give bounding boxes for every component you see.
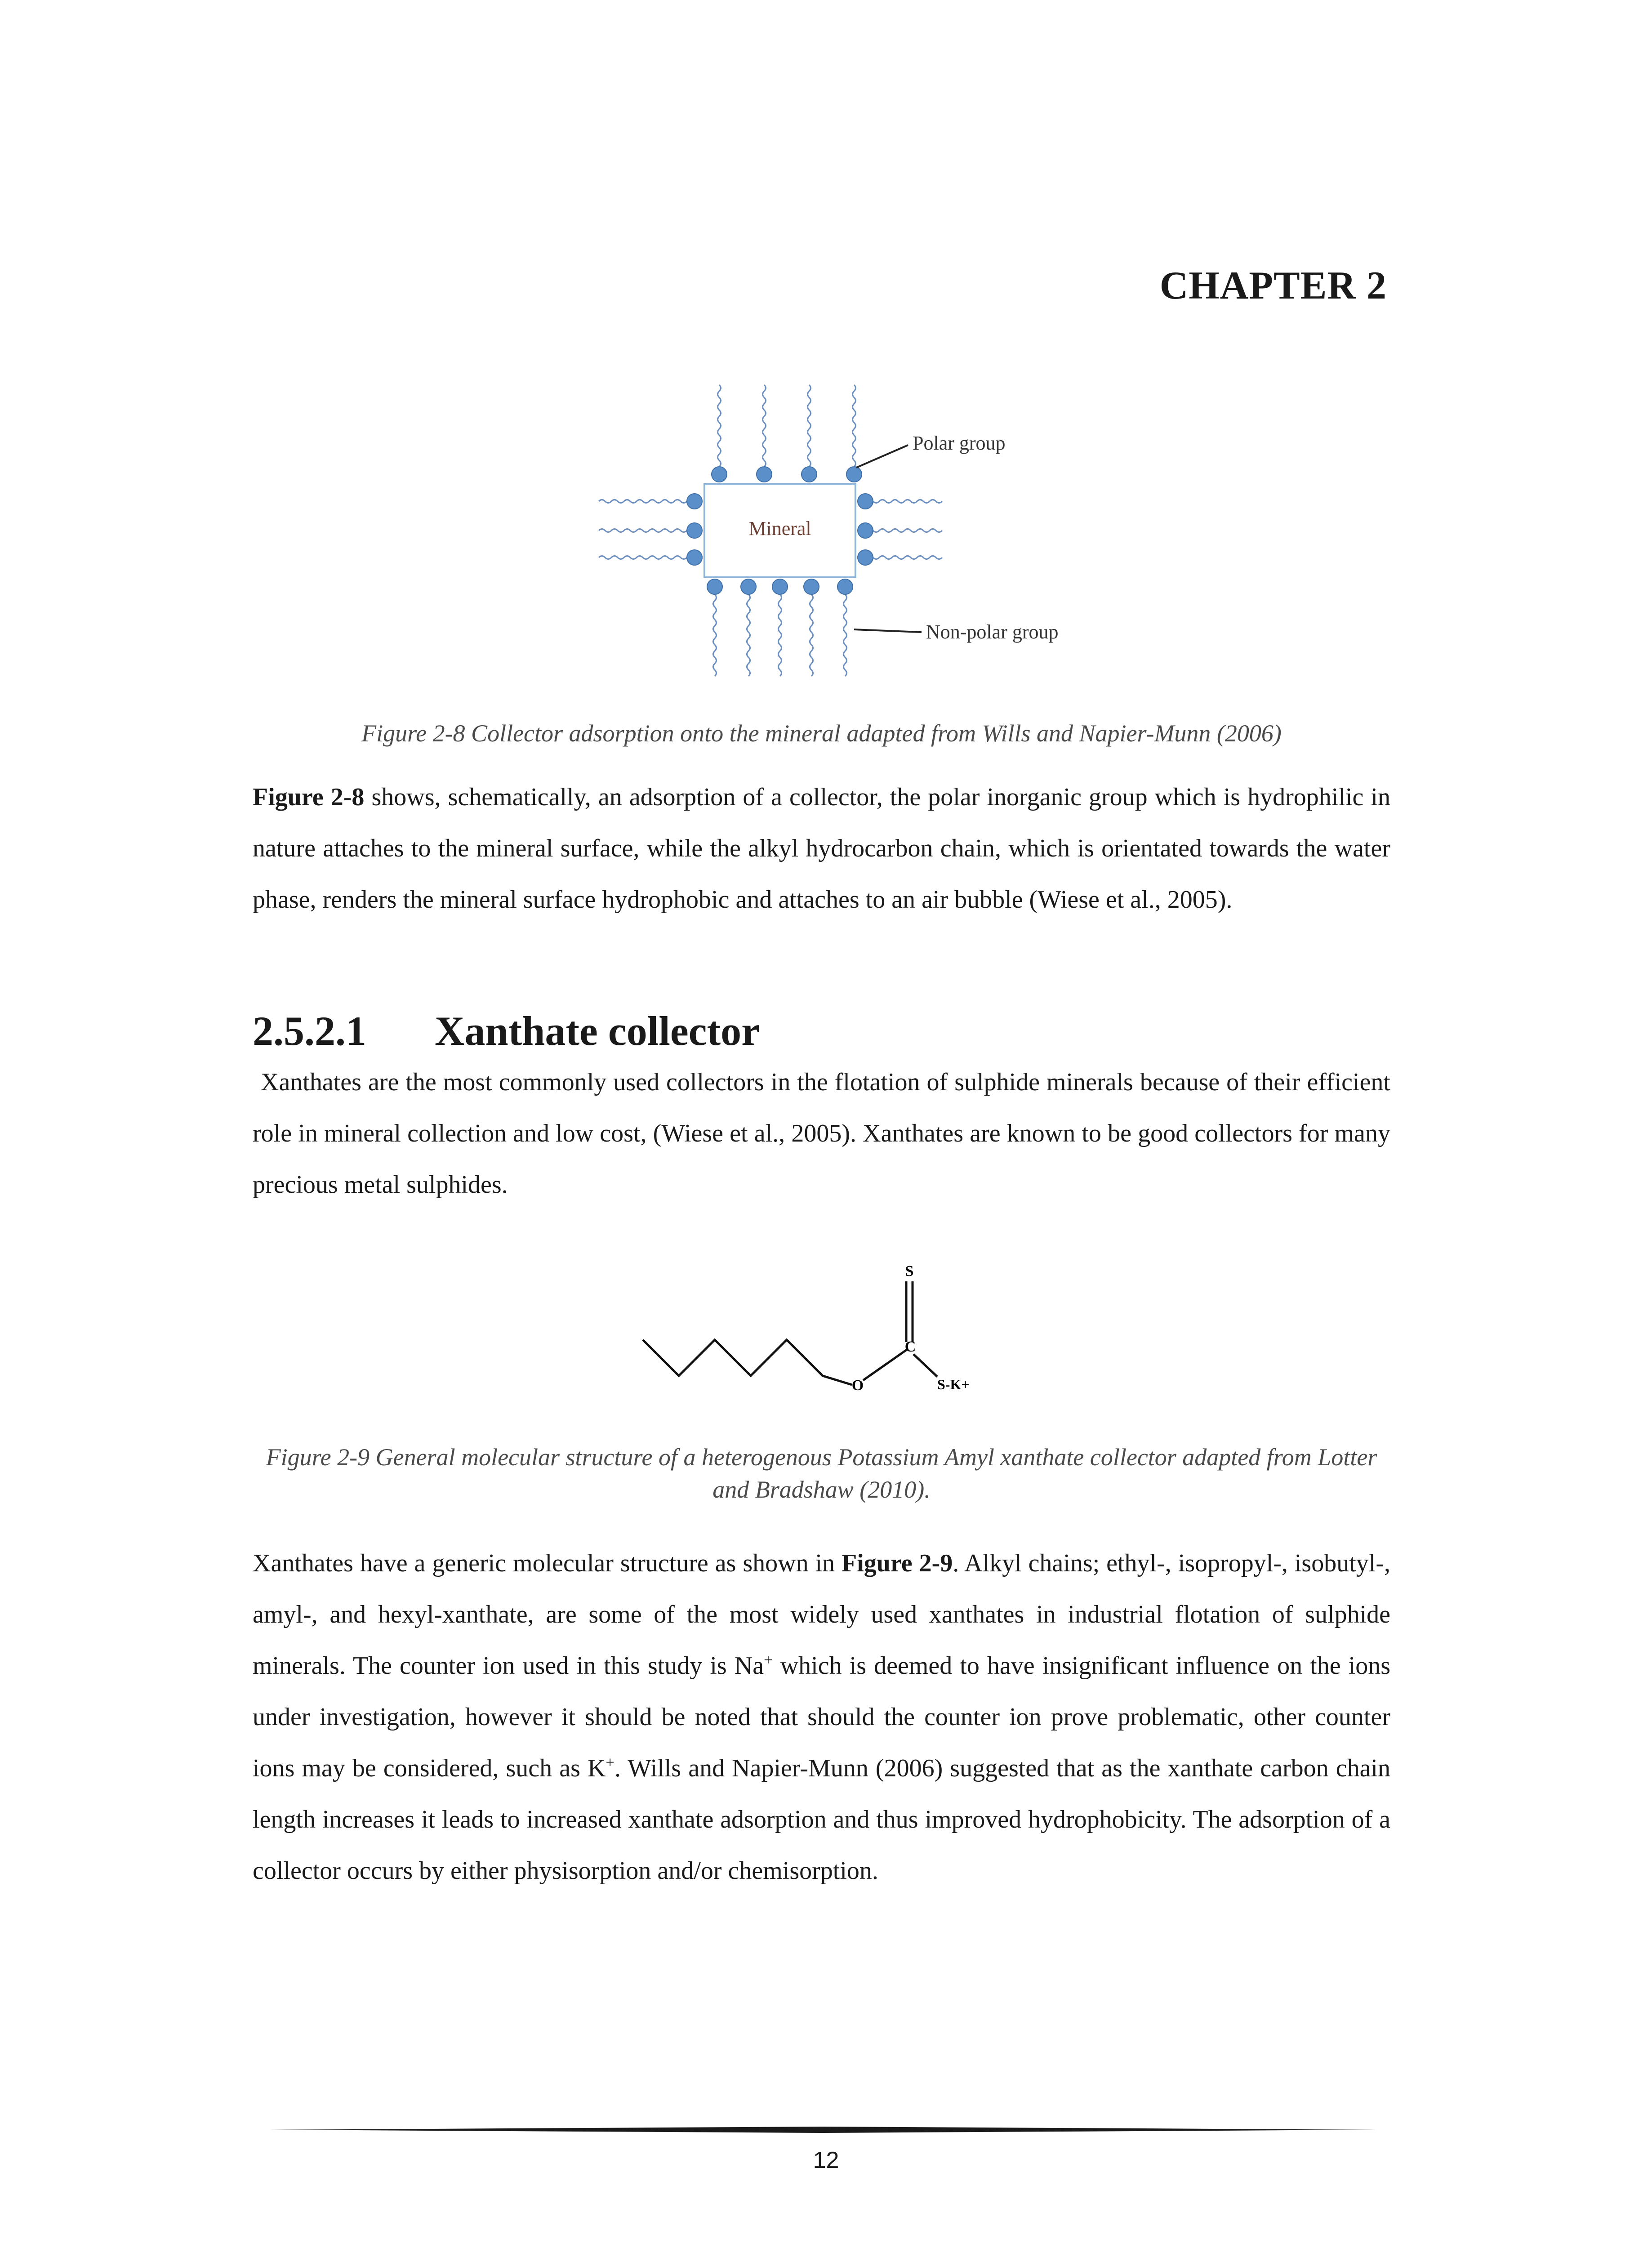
polar-head (687, 550, 702, 565)
polar-head (772, 579, 788, 594)
potassium-charge: + (606, 1753, 614, 1771)
section-heading (253, 1007, 760, 1055)
atom-s-k: S-K+ (937, 1376, 970, 1392)
polar-head (712, 467, 727, 482)
nonpolar-tail (844, 594, 847, 676)
figure-2-9-reference: Figure 2-9 (842, 1549, 953, 1577)
paragraph-figure-2-8-description (253, 772, 1390, 925)
nonpolar-tail (873, 529, 942, 532)
nonpolar-tail (599, 529, 687, 532)
nonpolar-tail (713, 594, 717, 676)
atom-o: O (851, 1377, 864, 1394)
nonpolar-tail (599, 556, 687, 559)
chapter-heading: CHAPTER 2 (1159, 264, 1387, 308)
polar-head (687, 494, 702, 509)
nonpolar-tail (599, 500, 687, 503)
nonpolar-group-label: Non-polar group (926, 621, 1059, 643)
nonpolar-tail (853, 385, 856, 467)
paragraph-xanthate-intro: Xanthates are the most commonly used collectors in the flotation of sulphide minerals because of their efficient role in mineral collection and low cost, (Wiese et al., 2005). Xanthates are known to be good collectors for many precious metal sulphides. (253, 1068, 1390, 1199)
polar-group-label: Polar group (913, 432, 1006, 454)
polar-head (757, 467, 772, 482)
polar-head (837, 579, 853, 594)
atom-c: C (904, 1338, 916, 1355)
nonpolar-tail (763, 385, 766, 467)
nonpolar-tail (873, 500, 942, 503)
nonpolar-tail (808, 385, 811, 467)
nonpolar-tail (810, 594, 813, 676)
section-number: 2.5.2.1 (253, 1008, 366, 1054)
paragraph-1-text: shows, schematically, an adsorption of a collector, the polar inorganic group which is hydrophilic in nature attaches to the mineral surface, while the alkyl hydrocarbon chain, which is orientated towards the water phase, renders the mineral surface hydrophobic and attaches to an air bubble (Wiese et al., 2005). (253, 783, 1390, 914)
paragraph-3-part-2: . Alkyl chains; ethyl-, isopropyl-, isobutyl-, amyl-, and hexyl-xanthate, are some of the most widely used xanthates in industrial flotation of sulphide minerals. The counter ion used in this study is Na (253, 1549, 1390, 1680)
polar-head (846, 467, 862, 482)
mineral-label: Mineral (748, 517, 811, 540)
figure-2-9-caption-line-1: Figure 2-9 General molecular structure of a heterogenous Potassium Amyl xanthate collector adapted from Lotter (266, 1444, 1377, 1471)
figure-2-9-caption-line-2: and Bradshaw (2010). (712, 1476, 931, 1503)
c-s-bond (913, 1354, 937, 1377)
nonpolar-tail (718, 385, 721, 467)
polar-head (858, 523, 873, 538)
nonpolar-pointer-line (854, 629, 922, 632)
figure-2-8-caption: Figure 2-8 Collector adsorption onto the mineral adapted from Wills and Napier-Munn (2006) (361, 720, 1282, 747)
section-title: Xanthate collector (435, 1008, 760, 1054)
polar-head (858, 550, 873, 565)
polar-pointer-line (856, 445, 908, 468)
paragraph-3-part-3: which is deemed to have insignificant influence on the ions under investigation, however it should be noted that should the counter ion prove problematic, other counter ions may be considered, such as K (253, 1652, 1390, 1782)
polar-head (687, 523, 702, 538)
footer-rule (270, 2127, 1376, 2133)
o-c-bond (863, 1349, 908, 1380)
nonpolar-tail (779, 594, 782, 676)
polar-head (858, 494, 873, 509)
sodium-charge: + (764, 1651, 773, 1669)
figure-2-8-reference: Figure 2-8 (253, 783, 365, 811)
atom-s-top: S (905, 1263, 914, 1280)
paragraph-3-part-4: . Wills and Napier-Munn (2006) suggested that as the xanthate carbon chain length increases it leads to increased xanthate adsorption and thus improved hydrophobicity. The adsorption of a collector occurs by either physisorption and/or chemisorption. (253, 1754, 1390, 1885)
nonpolar-tail (873, 556, 942, 559)
xanthate-molecule-diagram (638, 1259, 1007, 1407)
paragraph-3-part-1: Xanthates have a generic molecular structure as shown in (253, 1549, 842, 1577)
figure-xanthate-structure (638, 1259, 1007, 1407)
collector-adsorption-diagram (598, 382, 1101, 679)
polar-head (804, 579, 819, 594)
page-number: 12 (813, 2147, 839, 2173)
nonpolar-tail (747, 594, 750, 676)
polar-head (802, 467, 817, 482)
polar-head (707, 579, 722, 594)
polar-head (741, 579, 756, 594)
paragraph-xanthate-structure (253, 1538, 1390, 1896)
alkyl-chain (643, 1340, 852, 1385)
figure-2-9-caption (253, 1441, 1390, 1506)
figure-collector-adsorption (598, 382, 1101, 679)
